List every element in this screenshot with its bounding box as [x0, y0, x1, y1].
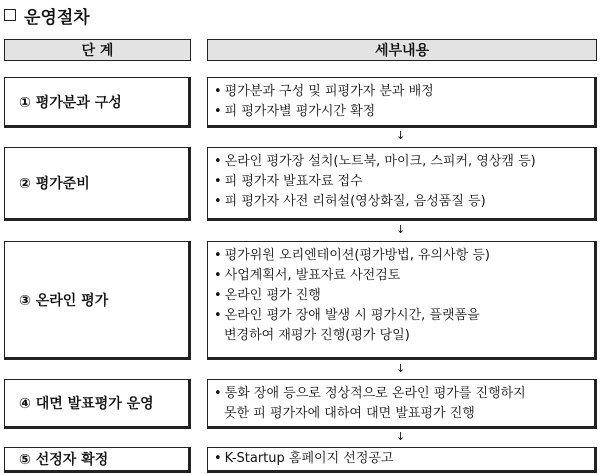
detail-item: • 평가위원 오리엔테이션(평가방법, 유의사항 등) [214, 246, 588, 266]
detail-box-4 [207, 379, 597, 429]
detail-item: • 온라인 평가장 설치(노트북, 마이크, 스피커, 영상캠 등) [214, 152, 588, 172]
detail-item: • 온라인 평가 장애 발생 시 평가시간, 플랫폼을 [214, 306, 588, 326]
detail-box-5 [207, 447, 597, 473]
detail-item: • 사업계획서, 발표자료 사전검토 [214, 266, 588, 286]
detail-item-continued: 못한 피 평가자에 대하여 대면 발표평가 진행 [224, 406, 475, 421]
detail-item: • 온라인 평가 진행 [214, 286, 588, 306]
header-detail: 세부내용 [207, 39, 597, 61]
detail-item: • 통화 장애 등으로 정상적으로 온라인 평가를 진행하지 [214, 384, 588, 404]
step-box-1: ① 평가분과 구성 [4, 77, 191, 128]
detail-item: • K-Startup 홈페이지 선정공고 [214, 449, 588, 469]
detail-box-3 [207, 241, 597, 360]
section-title-text: 운영절차 [24, 7, 90, 28]
step-box-3: ③ 온라인 평가 [4, 241, 191, 360]
down-arrow-icon: ↓ [396, 129, 406, 142]
detail-item-continued: 변경하여 재평가 진행(평가 당일) [224, 328, 410, 343]
detail-item: • 피 평가자별 평가시간 확정 [214, 102, 588, 122]
down-arrow-icon: ↓ [396, 430, 406, 443]
detail-box-1 [207, 77, 597, 128]
section-title [4, 2, 90, 28]
detail-box-2 [207, 147, 597, 221]
step-box-4: ④ 대면 발표평가 운영 [4, 379, 191, 429]
checkbox-square-icon [4, 9, 16, 21]
down-arrow-icon: ↓ [396, 362, 406, 375]
detail-item: • 피 평가자 사전 리허설(영상화질, 음성품질 등) [214, 192, 588, 212]
down-arrow-icon: ↓ [396, 223, 406, 236]
header-step: 단 계 [4, 39, 191, 61]
detail-item: • 평가분과 구성 및 피평가자 분과 배정 [214, 82, 588, 102]
step-box-2: ② 평가준비 [4, 147, 191, 221]
step-box-5: ⑤ 선정자 확정 [4, 447, 191, 473]
detail-item: • 피 평가자 발표자료 접수 [214, 172, 588, 192]
